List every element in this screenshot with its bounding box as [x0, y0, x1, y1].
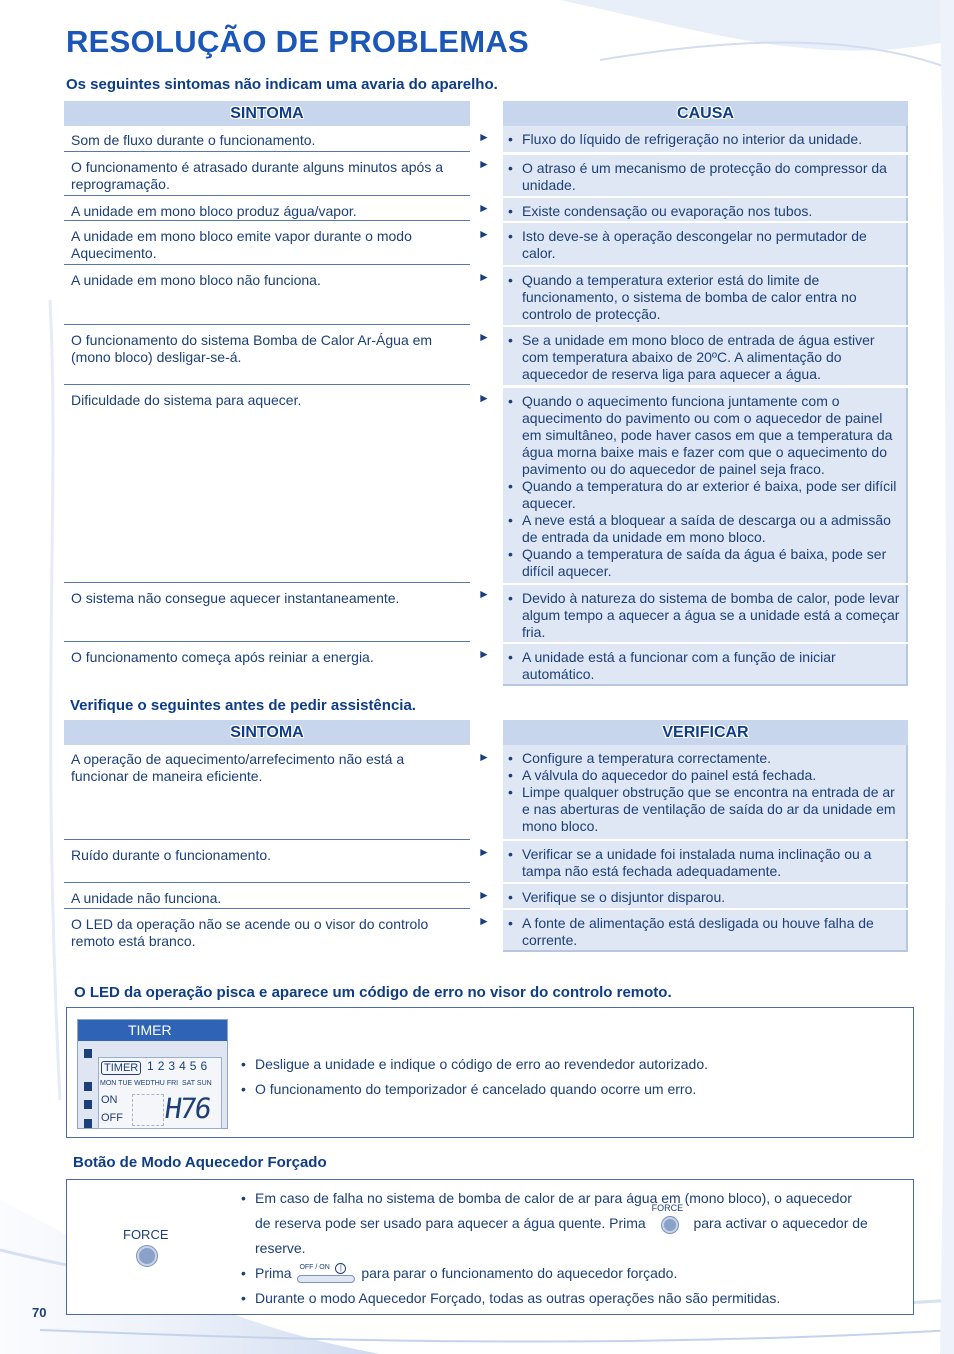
- force-mode-box: [66, 1179, 914, 1315]
- check-item: • A fonte de alimentação está desligada ou houve falha de corrente.: [507, 915, 902, 949]
- cause-item: • Quando o aquecimento funciona juntamente com o aquecimento do pavimento ou com o aquecedor de painel em simultâneo, pode haver casos em que a temperatura da água morna baixe mais e fazer com que o aquecimento do pavimento ou do aquecedor de painel seja fraco.: [507, 393, 902, 478]
- remote-button: [84, 1082, 92, 1091]
- cause-item: • Quando a temperatura de saída da água é baixa, pode ser difícil aquecer.: [507, 546, 902, 580]
- check-cell: [503, 745, 908, 839]
- error-code-box: [66, 1007, 914, 1138]
- arrow-icon: ►: [478, 914, 490, 928]
- arrow-icon: ►: [478, 750, 490, 764]
- off-label: OFF: [101, 1112, 123, 1124]
- symptom-cell: O funcionamento começa após reiniar a energia.: [71, 649, 374, 665]
- cause-item: • O atraso é um mecanismo de protecção do compressor da unidade.: [507, 160, 902, 194]
- cause-item: • Devido à natureza do sistema de bomba de calor, pode levar algum tempo a aquecer a água se a unidade está a começar fria.: [507, 590, 902, 641]
- symptom-cell: Ruído durante o funcionamento.: [64, 841, 470, 883]
- error-code: H76: [162, 1092, 212, 1125]
- force-icon: [662, 1217, 678, 1233]
- remote-lcd: [98, 1057, 222, 1129]
- symptom-column-header: SINTOMA: [64, 720, 470, 745]
- instruction-item: • O funcionamento do temporizador é cancelado quando ocorre um erro.: [241, 1077, 708, 1102]
- symptom-cell: A operação de aquecimento/arrefecimento não está a funcionar de maneira eficiente.: [64, 745, 470, 840]
- arrow-icon: ►: [478, 227, 490, 241]
- force-inline-icon: [650, 1203, 690, 1235]
- cause-item: • Se a unidade em mono bloco de entrada de água estiver com temperatura abaixo de 20ºC. A alimentação do aquecedor de reserva liga para aquecer a água.: [507, 332, 902, 383]
- check-item: • Limpe qualquer obstrução que se encontra na entrada de ar e nas aberturas de ventilação de saída do ar da unidade em mono bloco.: [507, 784, 902, 835]
- instruction-item: • Desligue a unidade e indique o código de erro ao revendedor autorizado.: [241, 1052, 708, 1077]
- instruction-text: Durante o modo Aquecedor Forçado, todas as outras operações não são permitidas.: [255, 1290, 781, 1306]
- instruction-text: reserve.: [255, 1240, 306, 1256]
- arrow-icon: ►: [478, 270, 490, 284]
- timer-tag: TIMER: [101, 1061, 141, 1075]
- arrow-icon: ►: [478, 587, 490, 601]
- cause-cell: [503, 155, 908, 196]
- symptom-cell: A unidade não funciona.: [64, 884, 470, 909]
- offon-button: [297, 1275, 355, 1283]
- arrow-icon: ►: [478, 330, 490, 344]
- cause-cell: [503, 223, 908, 265]
- timer-digits: 123456: [147, 1059, 212, 1073]
- instruction-text: para parar o funcionamento do aquecedor forçado.: [361, 1265, 678, 1281]
- force-label: FORCE: [123, 1227, 169, 1242]
- remote-button: [84, 1049, 92, 1058]
- cause-item: • Quando a temperatura do ar exterior é baixa, pode ser difícil aquecer.: [507, 478, 902, 512]
- force-inline-label: FORCE: [651, 1203, 684, 1214]
- cause-cell: [503, 267, 908, 325]
- arrow-icon: ►: [478, 647, 490, 661]
- symptom-cell: O sistema não consegue aquecer instantaneamente.: [64, 584, 470, 642]
- cause-cell: [503, 198, 908, 221]
- cause-item: • Isto deve-se à operação descongelar no permutador de calor.: [507, 228, 902, 262]
- arrow-icon: ►: [478, 157, 490, 171]
- cause-cell: [503, 644, 908, 686]
- symptom-cell: A unidade em mono bloco não funciona.: [64, 266, 470, 325]
- symptom-cell: Som de fluxo durante o funcionamento.: [64, 126, 470, 152]
- cause-column-header: CAUSA: [503, 101, 908, 126]
- arrow-icon: ►: [478, 130, 490, 144]
- symptom-cell: O funcionamento é atrasado durante alguns minutos após a reprogramação.: [64, 153, 470, 196]
- check-item: • Configure a temperatura correctamente.: [507, 750, 902, 767]
- check-item: • Verificar se a unidade foi instalada numa inclinação ou a tampa não está fechada adequadamente.: [507, 846, 902, 880]
- page-title: RESOLUÇÃO DE PROBLEMAS: [66, 24, 530, 59]
- weekday-row: MON TUE WEDTHU FRI SAT SUN: [100, 1080, 212, 1087]
- section4-heading: Botão de Modo Aquecedor Forçado: [73, 1154, 327, 1171]
- arrow-icon: ►: [478, 391, 490, 405]
- cause-cell: [503, 126, 908, 152]
- error-instructions: [241, 1052, 708, 1102]
- cause-item: • A unidade está a funcionar com a função de iniciar automático.: [507, 649, 902, 683]
- arrow-icon: ►: [478, 888, 490, 902]
- symptom-cell: Dificuldade do sistema para aquecer.: [64, 386, 470, 583]
- instruction-text: para activar o aquecedor de: [693, 1215, 868, 1231]
- instruction-text: Em caso de falha no sistema de bomba de calor de ar para água em (mono bloco), o aquecedor: [255, 1190, 852, 1206]
- check-cell: [503, 910, 908, 952]
- arrow-icon: ►: [478, 845, 490, 859]
- section1-heading: Os seguintes sintomas não indicam uma avaria do aparelho.: [66, 76, 498, 93]
- symptom-cell: O funcionamento do sistema Bomba de Calor Ar-Água em (mono bloco) desligar-se-á.: [64, 326, 470, 385]
- symptom-cell: A unidade em mono bloco produz água/vapor.: [64, 197, 470, 221]
- section3-heading: O LED da operação pisca e aparece um código de erro no visor do controlo remoto.: [74, 984, 672, 1001]
- cause-cell: [503, 388, 908, 583]
- cause-item: • Existe condensação ou evaporação nos tubos.: [507, 203, 902, 220]
- check-cell: [503, 841, 908, 882]
- offon-inline-icon: [295, 1264, 357, 1284]
- offon-label: OFF / ON: [299, 1264, 330, 1272]
- cause-cell: [503, 585, 908, 642]
- instruction-text: de reserva pode ser usado para aquecer a água quente. Prima: [255, 1215, 646, 1231]
- page-number: 70: [32, 1305, 47, 1320]
- cause-cell: [503, 327, 908, 385]
- check-cell: [503, 884, 908, 908]
- symptom-cell: O LED da operação não se acende ou o visor do controlo remoto está branco.: [71, 916, 429, 949]
- cause-item: • A neve está a bloquear a saída de descarga ou a admissão de entrada da unidade em mono bloco.: [507, 512, 902, 546]
- segment-placeholder: [132, 1094, 164, 1126]
- remote-button: [84, 1119, 92, 1128]
- check-item: • A válvula do aquecedor do painel está fechada.: [507, 767, 902, 784]
- section2-heading: Verifique o seguintes antes de pedir assistência.: [70, 697, 416, 714]
- check-item: • Verifique se o disjuntor disparou.: [507, 889, 902, 906]
- on-label: ON: [101, 1094, 118, 1106]
- cause-item: • Quando a temperatura exterior está do limite de funcionamento, o sistema de bomba de calor entra no controlo de protecção.: [507, 272, 902, 323]
- force-instructions: • Em caso de falha no sistema de bomba de calor de ar para água em (mono bloco), o aquecedor de reserva pode ser usado para aquecer a água quente. Prima FORCE para activar o aquecedor de reserve. • Prima OFF / ON | para parar o funcionamento do aquecedor forçado. • Durante o modo Aquecedor Forçado, todas as outras operações não são permitidas.: [241, 1190, 868, 1306]
- instruction-text: Prima: [255, 1265, 292, 1281]
- symptom-column-header: SINTOMA: [64, 101, 470, 126]
- force-button[interactable]: [137, 1246, 157, 1266]
- symptom-cell: A unidade em mono bloco emite vapor durante o modo Aquecimento.: [64, 222, 470, 265]
- check-column-header: VERIFICAR: [503, 720, 908, 745]
- arrow-icon: ►: [478, 201, 490, 215]
- cause-item: • Fluxo do líquido de refrigeração no interior da unidade.: [507, 131, 902, 148]
- power-icon: |: [335, 1263, 346, 1274]
- remote-button: [84, 1100, 92, 1109]
- remote-header: TIMER: [78, 1020, 227, 1041]
- remote-display: [77, 1019, 228, 1129]
